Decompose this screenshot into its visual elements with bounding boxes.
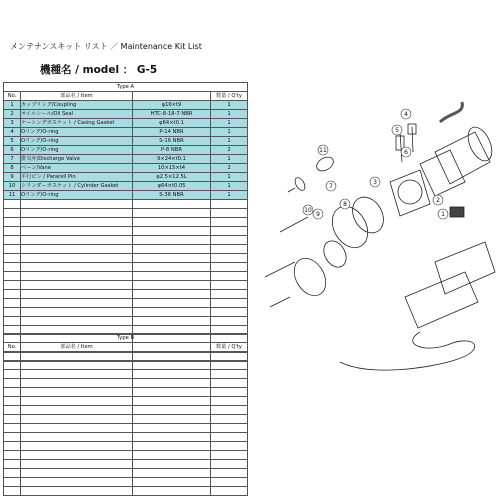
empty-cell <box>133 290 211 299</box>
col-spec-header <box>133 343 211 352</box>
type-a-heading: Type A <box>4 83 248 92</box>
item-spec: P-8 NBR <box>133 146 211 155</box>
empty-cell <box>133 388 211 397</box>
empty-cell <box>21 469 133 478</box>
model-line: 機種名 / model ： G-5 <box>40 64 158 76</box>
empty-table-row <box>4 370 248 379</box>
empty-cell <box>21 487 133 496</box>
empty-cell <box>211 299 248 308</box>
empty-cell <box>133 442 211 451</box>
empty-cell <box>4 290 21 299</box>
empty-cell <box>133 352 211 361</box>
table-row <box>4 164 248 173</box>
empty-cell <box>21 227 133 236</box>
empty-cell <box>4 424 21 433</box>
empty-cell <box>21 397 133 406</box>
callout-10 <box>303 205 313 215</box>
item-quantity: 2 <box>211 146 248 155</box>
empty-cell <box>133 200 211 209</box>
empty-cell <box>4 397 21 406</box>
empty-cell <box>133 460 211 469</box>
empty-cell <box>4 442 21 451</box>
empty-cell <box>133 209 211 218</box>
item-number: 11 <box>4 191 21 200</box>
empty-cell <box>4 361 21 370</box>
empty-cell <box>21 352 133 361</box>
empty-cell <box>21 290 133 299</box>
empty-cell <box>4 272 21 281</box>
empty-cell <box>133 397 211 406</box>
item-spec: φ2.5×12.5L <box>133 173 211 182</box>
empty-cell <box>211 227 248 236</box>
item-quantity: 1 <box>211 191 248 200</box>
empty-table-row <box>4 236 248 245</box>
empty-cell <box>21 263 133 272</box>
empty-cell <box>4 388 21 397</box>
type-b-table <box>3 333 248 496</box>
empty-cell <box>133 308 211 317</box>
empty-table-row <box>4 397 248 406</box>
svg-text:9: 9 <box>316 211 320 218</box>
empty-table-row <box>4 272 248 281</box>
empty-cell <box>21 406 133 415</box>
item-quantity: 1 <box>211 137 248 146</box>
empty-cell <box>4 299 21 308</box>
item-spec: S-16 NBR <box>133 137 211 146</box>
empty-cell <box>4 245 21 254</box>
empty-cell <box>4 460 21 469</box>
empty-table-row <box>4 317 248 326</box>
empty-cell <box>21 460 133 469</box>
empty-cell <box>4 281 21 290</box>
empty-cell <box>4 451 21 460</box>
empty-cell <box>211 469 248 478</box>
empty-cell <box>21 442 133 451</box>
callout-7 <box>326 181 336 191</box>
empty-cell <box>211 263 248 272</box>
empty-table-row <box>4 487 248 496</box>
item-number: 8 <box>4 164 21 173</box>
empty-cell <box>4 478 21 487</box>
empty-cell <box>133 218 211 227</box>
empty-cell <box>21 424 133 433</box>
empty-cell <box>4 218 21 227</box>
empty-cell <box>21 281 133 290</box>
empty-cell <box>4 263 21 272</box>
item-name: カップリング/Coupling <box>21 101 133 110</box>
item-quantity: 1 <box>211 182 248 191</box>
col-qty-header: 数量 / Q'ty <box>211 92 248 101</box>
type-b-heading: Type B <box>4 334 248 343</box>
empty-cell <box>211 433 248 442</box>
empty-cell <box>4 209 21 218</box>
svg-text:10: 10 <box>304 207 312 214</box>
empty-table-row <box>4 227 248 236</box>
item-quantity: 1 <box>211 119 248 128</box>
col-name-header: 部品名 / Item <box>21 343 133 352</box>
empty-cell <box>211 415 248 424</box>
empty-table-row <box>4 254 248 263</box>
svg-text:4: 4 <box>404 111 408 118</box>
item-name: ケーシングガスケット / Casing Gasket <box>21 119 133 128</box>
empty-cell <box>133 370 211 379</box>
empty-cell <box>4 317 21 326</box>
empty-cell <box>21 388 133 397</box>
item-name: 平行ピン / Pararell Pin <box>21 173 133 182</box>
type-a-table <box>3 82 248 362</box>
empty-cell <box>211 218 248 227</box>
item-number: 4 <box>4 128 21 137</box>
col-no-header: No. <box>4 343 21 352</box>
empty-cell <box>211 254 248 263</box>
callout-3 <box>370 177 380 187</box>
item-spec: S-36 NBR <box>133 191 211 200</box>
empty-cell <box>133 227 211 236</box>
item-quantity: 1 <box>211 173 248 182</box>
item-spec: φ64×t0.1 <box>133 119 211 128</box>
item-number: 3 <box>4 119 21 128</box>
empty-cell <box>211 236 248 245</box>
svg-text:6: 6 <box>404 149 408 156</box>
empty-table-row <box>4 433 248 442</box>
empty-cell <box>133 236 211 245</box>
item-number: 5 <box>4 137 21 146</box>
empty-table-row <box>4 469 248 478</box>
table-row <box>4 119 248 128</box>
empty-cell <box>133 245 211 254</box>
empty-cell <box>21 272 133 281</box>
empty-cell <box>21 433 133 442</box>
item-number: 9 <box>4 173 21 182</box>
empty-cell <box>133 415 211 424</box>
callout-2 <box>433 195 443 205</box>
empty-cell <box>133 263 211 272</box>
table-row <box>4 110 248 119</box>
empty-cell <box>21 361 133 370</box>
empty-table-row <box>4 406 248 415</box>
empty-table-row <box>4 308 248 317</box>
item-spec: 10×15×t4 <box>133 164 211 173</box>
empty-cell <box>4 406 21 415</box>
item-name: Oリング/O-ring <box>21 137 133 146</box>
empty-cell <box>4 200 21 209</box>
item-spec: 9×24×t0.1 <box>133 155 211 164</box>
empty-table-row <box>4 290 248 299</box>
callout-4 <box>401 109 411 119</box>
callout-11 <box>318 145 328 155</box>
table-row <box>4 155 248 164</box>
item-quantity: 1 <box>211 128 248 137</box>
empty-cell <box>21 308 133 317</box>
empty-table-row <box>4 442 248 451</box>
empty-cell <box>211 388 248 397</box>
svg-text:1: 1 <box>441 211 445 218</box>
empty-table-row <box>4 379 248 388</box>
empty-table-row <box>4 478 248 487</box>
item-quantity: 1 <box>211 101 248 110</box>
empty-table-row <box>4 388 248 397</box>
item-name: ベーン/Vane <box>21 164 133 173</box>
empty-cell <box>211 361 248 370</box>
table-row <box>4 137 248 146</box>
empty-cell <box>133 299 211 308</box>
callout-9 <box>313 209 323 219</box>
empty-cell <box>133 451 211 460</box>
empty-cell <box>21 218 133 227</box>
empty-cell <box>211 487 248 496</box>
svg-text:3: 3 <box>373 179 377 186</box>
empty-table-row <box>4 245 248 254</box>
empty-cell <box>211 460 248 469</box>
empty-cell <box>4 227 21 236</box>
empty-cell <box>133 433 211 442</box>
empty-cell <box>4 308 21 317</box>
item-name: Oリング/O-ring <box>21 191 133 200</box>
empty-cell <box>211 379 248 388</box>
empty-cell <box>21 245 133 254</box>
empty-table-row <box>4 424 248 433</box>
empty-cell <box>21 451 133 460</box>
empty-cell <box>21 415 133 424</box>
empty-cell <box>133 469 211 478</box>
empty-cell <box>133 487 211 496</box>
empty-cell <box>133 424 211 433</box>
item-quantity: 1 <box>211 110 248 119</box>
empty-cell <box>211 370 248 379</box>
svg-text:8: 8 <box>343 201 347 208</box>
item-quantity: 2 <box>211 164 248 173</box>
empty-table-row <box>4 460 248 469</box>
item-number: 2 <box>4 110 21 119</box>
item-name: Oリング/O-ring <box>21 128 133 137</box>
item-number: 7 <box>4 155 21 164</box>
empty-cell <box>211 272 248 281</box>
empty-cell <box>21 317 133 326</box>
empty-cell <box>4 469 21 478</box>
empty-cell <box>4 254 21 263</box>
item-spec: HTC-8-18-7 NBR <box>133 110 211 119</box>
empty-table-row <box>4 281 248 290</box>
col-no-header: No. <box>4 92 21 101</box>
col-qty-header: 数量 / Q'ty <box>211 343 248 352</box>
table-row <box>4 128 248 137</box>
svg-text:5: 5 <box>395 127 399 134</box>
empty-cell <box>211 317 248 326</box>
empty-cell <box>133 254 211 263</box>
item-number: 1 <box>4 101 21 110</box>
empty-cell <box>4 487 21 496</box>
empty-cell <box>211 281 248 290</box>
table-row <box>4 191 248 200</box>
callout-5 <box>392 125 402 135</box>
empty-cell <box>21 236 133 245</box>
empty-cell <box>21 299 133 308</box>
item-name: Oリング/O-ring <box>21 146 133 155</box>
item-number: 6 <box>4 146 21 155</box>
empty-cell <box>133 281 211 290</box>
empty-cell <box>211 406 248 415</box>
empty-cell <box>133 361 211 370</box>
table-row <box>4 182 248 191</box>
item-name: 排気弁/Discharge Valve <box>21 155 133 164</box>
exploded-parts-diagram <box>250 92 498 402</box>
empty-table-row <box>4 361 248 370</box>
empty-cell <box>211 290 248 299</box>
empty-cell <box>21 209 133 218</box>
empty-cell <box>133 379 211 388</box>
table-row <box>4 173 248 182</box>
empty-cell <box>133 317 211 326</box>
empty-table-row <box>4 352 248 361</box>
svg-text:2: 2 <box>436 197 440 204</box>
empty-cell <box>21 478 133 487</box>
empty-cell <box>21 254 133 263</box>
empty-cell <box>4 415 21 424</box>
callout-6 <box>401 147 411 157</box>
table-row <box>4 101 248 110</box>
item-spec: φ64×t0.05 <box>133 182 211 191</box>
empty-cell <box>211 245 248 254</box>
item-number: 10 <box>4 182 21 191</box>
empty-cell <box>211 397 248 406</box>
empty-table-row <box>4 415 248 424</box>
empty-cell <box>211 451 248 460</box>
empty-cell <box>4 352 21 361</box>
empty-cell <box>211 209 248 218</box>
empty-cell <box>21 200 133 209</box>
empty-cell <box>21 370 133 379</box>
item-spec: P-14 NBR <box>133 128 211 137</box>
empty-cell <box>211 352 248 361</box>
empty-table-row <box>4 299 248 308</box>
empty-cell <box>211 478 248 487</box>
item-name: オイルシール/Oil Seal <box>21 110 133 119</box>
table-row <box>4 146 248 155</box>
empty-cell <box>21 379 133 388</box>
empty-cell <box>211 442 248 451</box>
empty-table-row <box>4 218 248 227</box>
empty-cell <box>4 433 21 442</box>
col-name-header: 部品名 / Item <box>21 92 133 101</box>
empty-cell <box>211 200 248 209</box>
item-spec: φ16×t9 <box>133 101 211 110</box>
empty-cell <box>133 406 211 415</box>
callout-1 <box>438 209 448 219</box>
empty-table-row <box>4 263 248 272</box>
empty-cell <box>4 236 21 245</box>
empty-cell <box>211 424 248 433</box>
col-spec-header <box>133 92 211 101</box>
empty-cell <box>133 272 211 281</box>
empty-table-row <box>4 209 248 218</box>
empty-cell <box>4 379 21 388</box>
empty-cell <box>211 308 248 317</box>
callout-8 <box>340 199 350 209</box>
empty-cell <box>4 370 21 379</box>
empty-table-row <box>4 451 248 460</box>
document-title: メンテナンスキット リスト ／ Maintenance Kit List <box>10 42 202 51</box>
svg-text:7: 7 <box>329 183 333 190</box>
svg-text:11: 11 <box>319 147 327 154</box>
item-name: シリンダーガスケット / Cylinder Gasket <box>21 182 133 191</box>
empty-cell <box>133 478 211 487</box>
empty-table-row <box>4 200 248 209</box>
item-quantity: 1 <box>211 155 248 164</box>
